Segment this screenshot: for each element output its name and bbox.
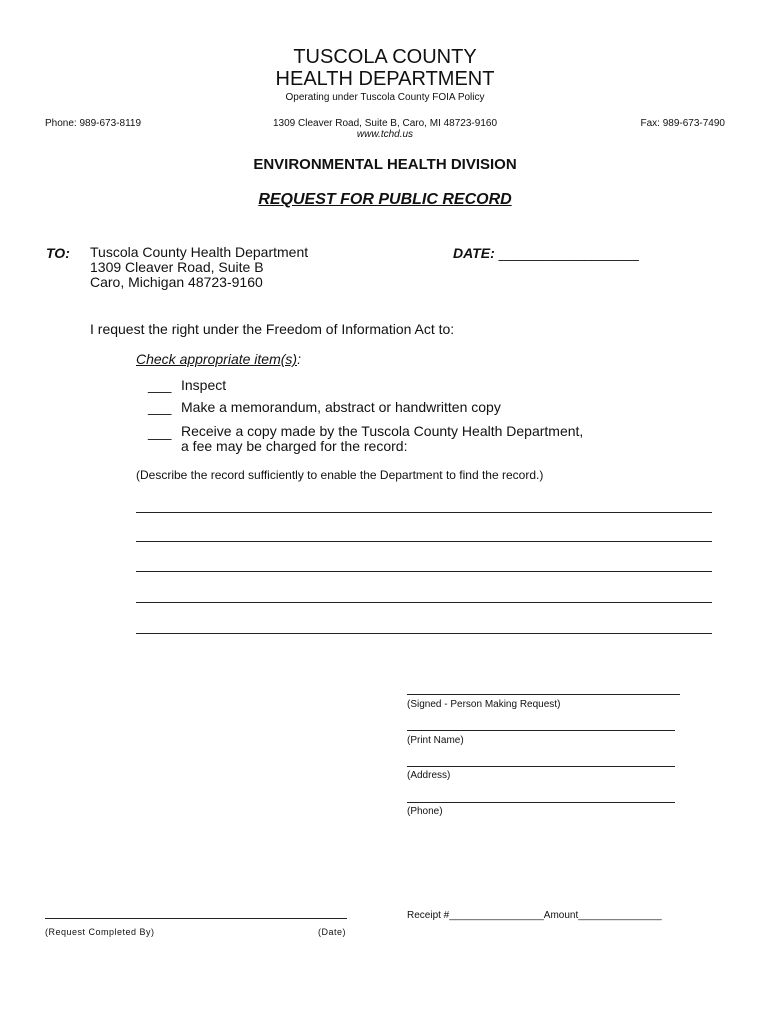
foia-policy-subtitle: Operating under Tuscola County FOIA Policy — [285, 92, 485, 103]
date-label: DATE: — [453, 245, 495, 261]
description-line[interactable] — [136, 602, 712, 603]
completed-date-caption: (Date) — [318, 927, 347, 937]
phone-caption: (Phone) — [407, 806, 443, 817]
address-caption: (Address) — [407, 770, 451, 781]
print-name-line[interactable] — [407, 730, 675, 731]
date-field[interactable] — [453, 245, 639, 261]
signature-caption: (Signed - Person Making Request) — [407, 699, 561, 710]
date-blank[interactable]: __________________ — [498, 245, 639, 261]
copy-option-line1: Receive a copy made by the Tuscola County Health Department, — [181, 423, 584, 439]
form-title: REQUEST FOR PUBLIC RECORD — [258, 191, 512, 208]
copy-checkbox[interactable]: ___ — [148, 424, 172, 440]
fax-number: Fax: 989-673-7490 — [640, 118, 725, 129]
recipient-street: 1309 Cleaver Road, Suite B — [90, 259, 264, 275]
print-name-caption: (Print Name) — [407, 735, 464, 746]
description-line[interactable] — [136, 571, 712, 572]
phone-number: Phone: 989-673-8119 — [45, 118, 142, 129]
inspect-option-label: Inspect — [181, 377, 227, 393]
street-address: 1309 Cleaver Road, Suite B, Caro, MI 48723-9160 — [272, 118, 498, 129]
signature-line[interactable] — [407, 694, 680, 695]
describe-instruction: (Describe the record sufficiently to enable the Department to find the record.) — [136, 468, 544, 482]
memorandum-checkbox[interactable]: ___ — [148, 399, 172, 415]
completed-by-line[interactable] — [45, 918, 347, 919]
receipt-amount-field[interactable]: Receipt #_________________Amount_______________ — [407, 910, 662, 921]
memorandum-option-label: Make a memorandum, abstract or handwritten copy — [181, 399, 501, 415]
description-line[interactable] — [136, 633, 712, 634]
website: www.tchd.us — [356, 129, 414, 140]
division-heading: ENVIRONMENTAL HEALTH DIVISION — [253, 156, 517, 173]
description-line[interactable] — [136, 512, 712, 513]
phone-line[interactable] — [407, 802, 675, 803]
request-intro: I request the right under the Freedom of Information Act to: — [90, 321, 455, 337]
check-instruction — [136, 351, 301, 367]
address-line[interactable] — [407, 766, 675, 767]
agency-name-line2: HEALTH DEPARTMENT — [275, 68, 495, 90]
check-instruction-colon: : — [297, 351, 301, 367]
copy-option-line2: a fee may be charged for the record: — [181, 438, 408, 454]
recipient-city: Caro, Michigan 48723-9160 — [90, 274, 263, 290]
recipient-block — [90, 245, 308, 290]
to-label: TO: — [46, 245, 70, 261]
completed-by-caption: (Request Completed By) — [45, 927, 155, 937]
check-instruction-label: Check appropriate item(s) — [136, 351, 298, 367]
description-line[interactable] — [136, 541, 712, 542]
agency-name-line1: TUSCOLA COUNTY — [293, 46, 477, 68]
recipient-name: Tuscola County Health Department — [90, 244, 309, 260]
copy-option-label — [181, 424, 583, 454]
inspect-checkbox[interactable]: ___ — [148, 377, 172, 393]
